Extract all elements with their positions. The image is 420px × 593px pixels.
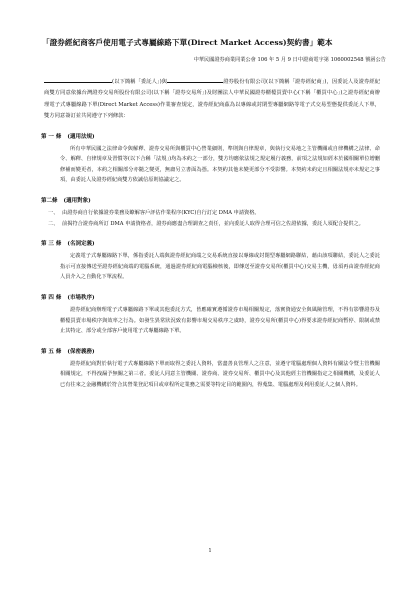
article-1 — [41, 133, 380, 186]
article-2 — [41, 197, 380, 229]
article-3 — [41, 240, 380, 283]
intro-part2: 證券股份有限公司(以下簡稱「證券經紀商」)，因委託人及證券經紀商雙方同意依據台灣證券交易所股份有限公司(以下稱「證券交易所」)及財團法人中華民國證券櫃檯買賣中心(下稱「櫃買中心」)之證券經紀商辦理電子式專屬線路下單(Direct Market Access)作業審查規定，證券經紀商茲為以專線或封閉型專屬網路等電子式交易型態提供委託人下單，雙方同意簽訂並共同遵守下列條款： — [44, 79, 380, 120]
article-label: 第 一 條 — [41, 133, 62, 140]
article-paragraph: 證券經紀商辦理電子式專屬線路下單或其他委託方式，皆應確實遵循證券市場相關規定，落實資通安全與風險管理，不得有影響證券及櫃檯買賣市場秩序與效率之行為。如發生異常狀況致有影響市場交易秩序之虞時，證券交易所(櫃買中心)得要求證券經紀商暫停、限制或禁止其特定、部分或全部客戶使用電子式專屬線路下單。 — [60, 306, 380, 335]
reference-line: 中華民國證券商業同業公會 106 年 5 月 9 日中證商電字第 1060002548 號函公告 — [193, 57, 386, 63]
article-heading — [41, 240, 380, 249]
document-title: 「證券經紀商客戶使用電子式專屬線路下單(Direct Market Access)契約書」範本 — [42, 38, 333, 47]
article-label: 第 五 條 — [41, 348, 62, 355]
page-number: 1 — [208, 548, 212, 554]
intro-part1: (以下簡稱「委託人」)與 — [112, 79, 168, 85]
article-paragraph: 定義電子式專屬線路下單，係指委託人端與證券經紀商端之交易系統直接以專線或封閉型專屬網路聯結，藉由該項聯結，委託人之委託指示可直接傳送至證券經紀商端的電腦系統，通過證券經紀商電腦檢核後，即傳送至證券交易所(櫃買中心)交易主機，毋須再由證券經紀商人員介入之自動化下單流程。 — [60, 253, 380, 281]
party-blank-broker — [167, 76, 223, 83]
article-paragraph: 證券經紀商對於執行電子式專屬線路下單而取得之委託人資料，當盡善良管理人之注意，並遵守電腦處理個人資料有關法令暨主管機關相關規定，不得洩漏予無關之第三者。委託人同意主管機關、證券商、證券交易所、櫃買中心及其他經主管機關指定之相關機構，及委託人已有往來之金融機構於符合其營業登記項目或章程所定業務之需要等特定目的範圍內，得蒐集、電腦處理及利用委託人之個人資料。 — [60, 360, 380, 388]
article-title: (適用法規) — [67, 133, 95, 140]
list-item-number: 二、 — [48, 220, 59, 227]
article-title: (保密義務) — [67, 348, 95, 355]
article-heading — [41, 348, 380, 357]
article-5 — [41, 348, 380, 391]
article-paragraph: 所有中華民國之法律命令與解釋、證券交易所與櫃買中心營業細則，準則與自律規章，與執行交易地之主管機關或自律機構之法律、命令、解釋、自律規章及習慣等(以下合稱「法規」)均為本約之一部分，雙方均應依法規之規定履行義務，前項之法規如經本於國相關單位增刪修補而變更者，本約之相關部分亦隨之變更，無庸另立書面為憑。本契約其他未變更部分不受影響。本契約未約定且相關法規亦未規定之事項，由委託人及證券經紀商雙方依誠信原則協議定之。 — [60, 145, 380, 184]
article-title: (名詞定義) — [67, 241, 95, 248]
article-body — [60, 251, 380, 283]
article-label: 第二條 — [41, 198, 58, 204]
article-title: (適用對象) — [63, 198, 91, 204]
list-item — [48, 208, 380, 219]
list-item-text: 前揭符合證券商所訂 DMA 申請資格者，證券商應盡合理調查之責任，並向委託人取得合理可信之佐證依據，委託人須配合提供之。 — [62, 220, 364, 227]
article-heading — [41, 133, 380, 142]
article-title: (市場秩序) — [67, 294, 95, 301]
article-label: 第 四 條 — [41, 294, 62, 301]
article-label: 第 三 條 — [41, 241, 62, 248]
list-item-text: 由證券商自行依據證券業務及瞭解客戶評估作業程序(KYC)自行訂定 DMA 申請資格。 — [62, 210, 260, 216]
party-blank-client — [44, 76, 112, 83]
article-heading — [41, 294, 380, 303]
article-4 — [41, 294, 380, 337]
article-heading — [41, 197, 380, 206]
list-item — [48, 219, 380, 230]
intro-paragraph — [44, 76, 380, 123]
list-item-number: 一、 — [48, 210, 59, 216]
article-body — [60, 359, 380, 391]
article-body — [60, 144, 380, 186]
article-body — [60, 305, 380, 337]
